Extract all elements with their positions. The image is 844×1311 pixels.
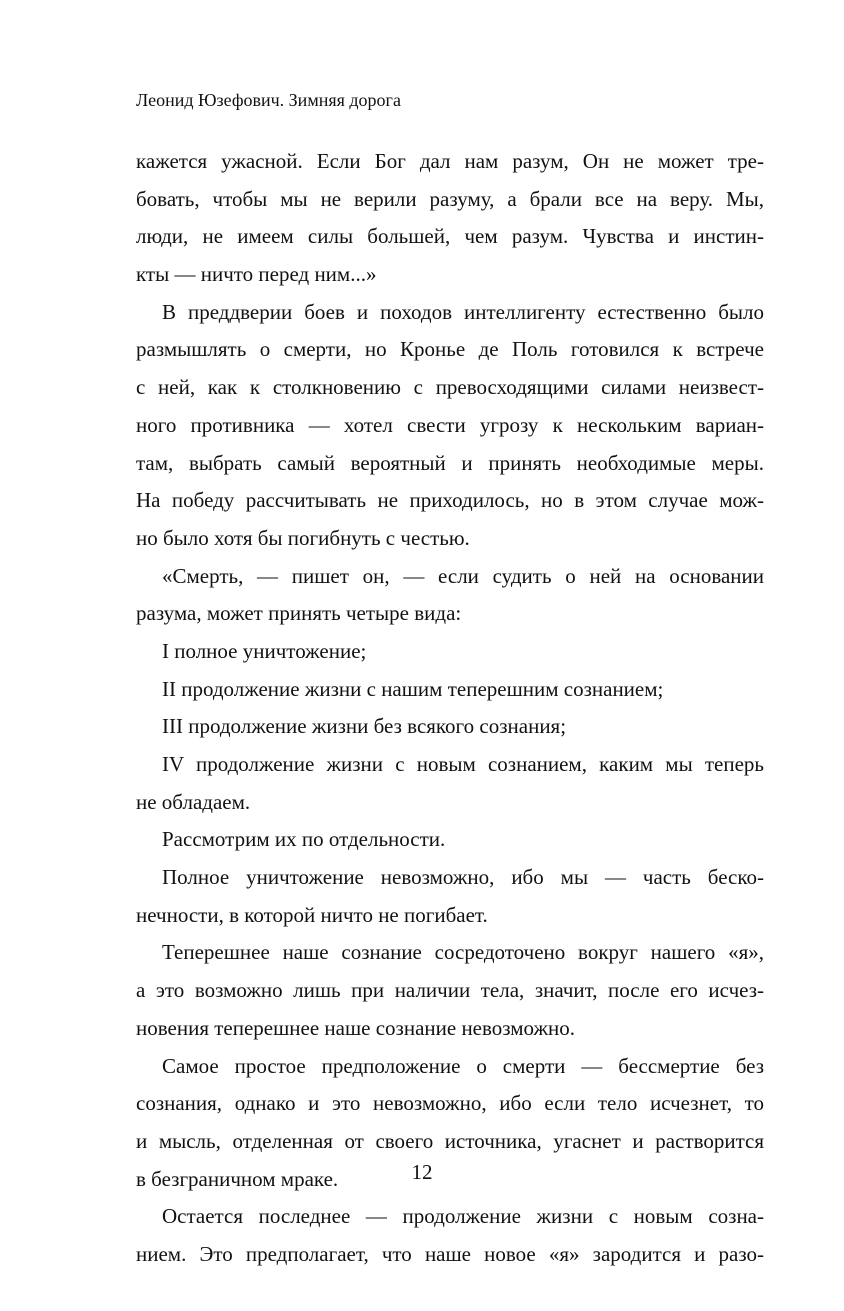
list-item: I полное уничтожение; xyxy=(162,638,367,663)
text-line: новения теперешнее наше сознание невозможно. xyxy=(136,1015,576,1040)
paragraph-start-line: Полное уничтожение невозможно, ибо мы — часть беско- xyxy=(162,865,764,890)
text-line: с ней, как к столкновению с превосходящими силами неизвест- xyxy=(136,375,764,400)
running-head: Леонид Юзефович. Зимняя дорога xyxy=(136,90,401,110)
text-line: нечности, в которой ничто не погибает. xyxy=(136,902,488,927)
text-line: и мысль, отделенная от своего источника, угаснет и растворится xyxy=(136,1128,764,1153)
text-line: кты — ничто перед ним...» xyxy=(136,262,377,287)
page-number: 12 xyxy=(411,1160,433,1184)
paragraph-start-line: В преддверии боев и походов интеллигенту естественно было xyxy=(162,299,764,324)
list-item: III продолжение жизни без всякого сознания; xyxy=(162,714,567,739)
text-line: размышлять о смерти, но Кронье де Поль готовился к встрече xyxy=(136,337,764,362)
text-line: в безграничном мраке. xyxy=(136,1166,339,1191)
paragraph-start-line: Самое простое предположение о смерти — бессмертие без xyxy=(162,1053,764,1078)
text-line: На победу рассчитывать не приходилось, но в этом случае мож- xyxy=(136,488,764,513)
text-line: а это возможно лишь при наличии тела, значит, после его исчез- xyxy=(136,978,764,1003)
text-line: ного противника — хотел свести угрозу к нескольким вариан- xyxy=(136,412,764,437)
list-item: IV продолжение жизни с новым сознанием, каким мы теперь xyxy=(162,752,764,776)
paragraph-start-line: Теперешнее наше сознание сосредоточено вокруг нашего «я», xyxy=(162,940,764,965)
paragraph-start-line: Рассмотрим их по отдельности. xyxy=(162,827,446,852)
paragraph-start-line: «Смерть, — пишет он, — если судить о ней на основании xyxy=(162,563,764,588)
text-line: нием. Это предполагает, что наше новое «я» зародится и разо- xyxy=(136,1241,764,1266)
list-item: II продолжение жизни с нашим теперешним сознанием; xyxy=(162,676,664,701)
text-line: сознания, однако и это невозможно, ибо если тело исчезнет, то xyxy=(136,1091,764,1116)
text-line: но было хотя бы погибнуть с честью. xyxy=(136,525,470,550)
text-line: кажется ужасной. Если Бог дал нам разум, Он не может тре- xyxy=(136,149,764,173)
body-text xyxy=(136,143,764,1274)
paragraph-start-line: Остается последнее — продолжение жизни с новым созна- xyxy=(162,1204,764,1229)
text-line: бовать, чтобы мы не верили разуму, а брали все на веру. Мы, xyxy=(136,186,764,211)
text-line: разума, может принять четыре вида: xyxy=(136,601,462,626)
text-line: не обладаем. xyxy=(136,789,251,814)
text-line: люди, не имеем силы большей, чем разум. Чувства и инстин- xyxy=(136,224,764,249)
text-line: там, выбрать самый вероятный и принять необходимые меры. xyxy=(136,450,764,475)
